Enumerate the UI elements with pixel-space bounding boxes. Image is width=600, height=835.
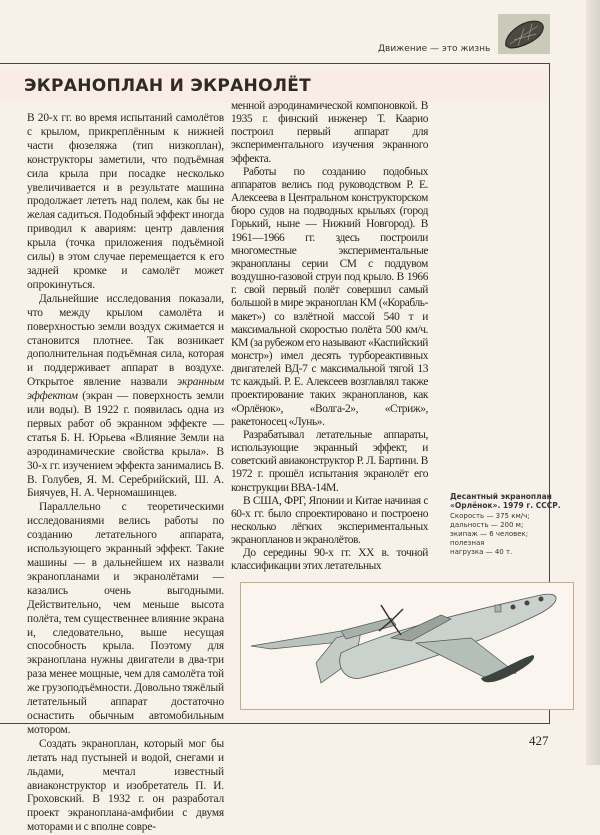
caption-line: экипаж — 6 человек;	[450, 530, 529, 538]
left-column	[27, 112, 224, 835]
page-number: 427	[529, 733, 549, 748]
paragraph	[27, 293, 224, 502]
paragraph: менной аэродинамической компоновкой. В 1935 г. финский инженер Т. Каарио построил первый аппарат для экспериментального изучения экранного эффекта.	[231, 100, 428, 165]
paragraph: До середины 90-х гг. XX в. точной классификации этих летательных	[231, 547, 428, 573]
right-column	[231, 100, 428, 574]
caption-line: полезная	[450, 539, 485, 547]
caption-line: дальность — 200 м;	[450, 521, 524, 529]
running-title: Движение — это жизнь	[378, 44, 491, 54]
paragraph: В 20-х гг. во время испытаний самолётов с крылом, прикреплённым к нижней части фюзеляжа (тип низкоплан), конструкторы заметили, что подъёмная сила крыла при посадке несколько увеличивается и в результате машина продолжает лететь над полем, как бы не желая садиться. Подобный эффект иногда приводил к авариям: центр давления крыла (точка приложения подъёмной силы) в этом случае перемещается к его задней кромке и самолёт может опрокинуться.	[27, 112, 224, 291]
stone-icon	[498, 14, 550, 54]
caption-line: Скорость — 375 км/ч;	[450, 512, 530, 520]
page-edge	[586, 0, 600, 765]
paragraph-text: (экран — поверхность земли или воды). В 1922 г. появилась одна из первых работ об экранном эффекте — статья Б. Н. Юрьева «Влияние Земли на аэродинамические свойства крыла». В 30-х гг. изучением эффекта занимались В. В. Голубев, Я. М. Серебрийский, Ш. А. Биячуев, Н. А. Черномашинцев.	[27, 390, 224, 500]
paragraph: Разрабатывал летательные аппараты, использующие экранный эффект, и советский авиаконструктор Р. Л. Бартини. В 1972 г. прошёл испытания экранолёт его конструкции ВВА-14М.	[231, 428, 428, 494]
article-title: ЭКРАНОПЛАН И ЭКРАНОЛЁТ	[24, 76, 312, 96]
paragraph-text: Дальнейшие исследования показали, что между крылом самолёта и поверхностью земли воздух сжимается и становится плотнее. Так возникает дополнительная подъёмная сила, которая и поддерживает аппарат в воздухе. Открытое явление назвали	[27, 292, 224, 389]
paragraph: Параллельно с теоретическими исследованиями велись работы по созданию летательного аппарата, использующего экранный эффект. Такие машины — в дальнейшем их назвали экранопланами и экранолётами — казались очень выгодными. Действительно, чем меньше высота полёта, тем существеннее влияние экрана и, следовательно, выше несущая способность крыла. Поэтому для экраноплана нужны двигатели в два-три раза менее мощные, чем для самолёта той же грузоподъёмности. Довольно тяжёлый летательный аппарат достаточно оснастить обычным автомобильным мотором.	[27, 501, 224, 736]
ekranoplan-icon	[241, 583, 573, 709]
caption-title: Десантный экраноплан «Орлёнок». 1979 г. СССР.	[450, 492, 561, 510]
ekranoplan-illustration	[240, 582, 574, 710]
caption-line: нагрузка — 40 т.	[450, 548, 513, 556]
figure-caption	[450, 492, 570, 557]
paragraph: Работы по созданию подобных аппаратов велись под руководством Р. Е. Алексеева в Центральном конструкторском бюро судов на подводных крыльях (город Горький, ныне — Нижний Новгород). В 1961—1966 гг. здесь построили многоместные экспериментальные экранопланы серии СМ с поддувом воздушно-газовой струи под крыло. В 1966 г. свой первый полёт совершил самый большой в мире экраноплан КМ («Корабль-макет») со взлётной массой 540 т и максимальной скоростью полёта 500 км/ч. КМ (за рубежом его называют «Каспийский монстр») имел десять турбореактивных двигателей ВД-7 с максимальной тягой 13 тс каждый. Р. Е. Алексеев возглавлял также проектирование таких экранопланов, как «Орлёнок», «Волга-2», «Стриж», ракетоносец «Лунь».	[231, 165, 428, 428]
paragraph: В США, ФРГ, Японии и Китае начиная с 60-х гг. было спроектировано и построено несколько лёгких экспериментальных экранопланов и экранолётов.	[231, 494, 428, 547]
italic-term: экранным эффектом	[27, 376, 224, 403]
paragraph: Создать экраноплан, который мог бы летать над пустыней и водой, снегами и льдами, мечтал известный авиаконструктор и изобретатель П. И. Гроховский. В 1932 г. он разработал проект экраноплана-амфибии с двумя моторами и с вполне совре-	[27, 737, 224, 834]
